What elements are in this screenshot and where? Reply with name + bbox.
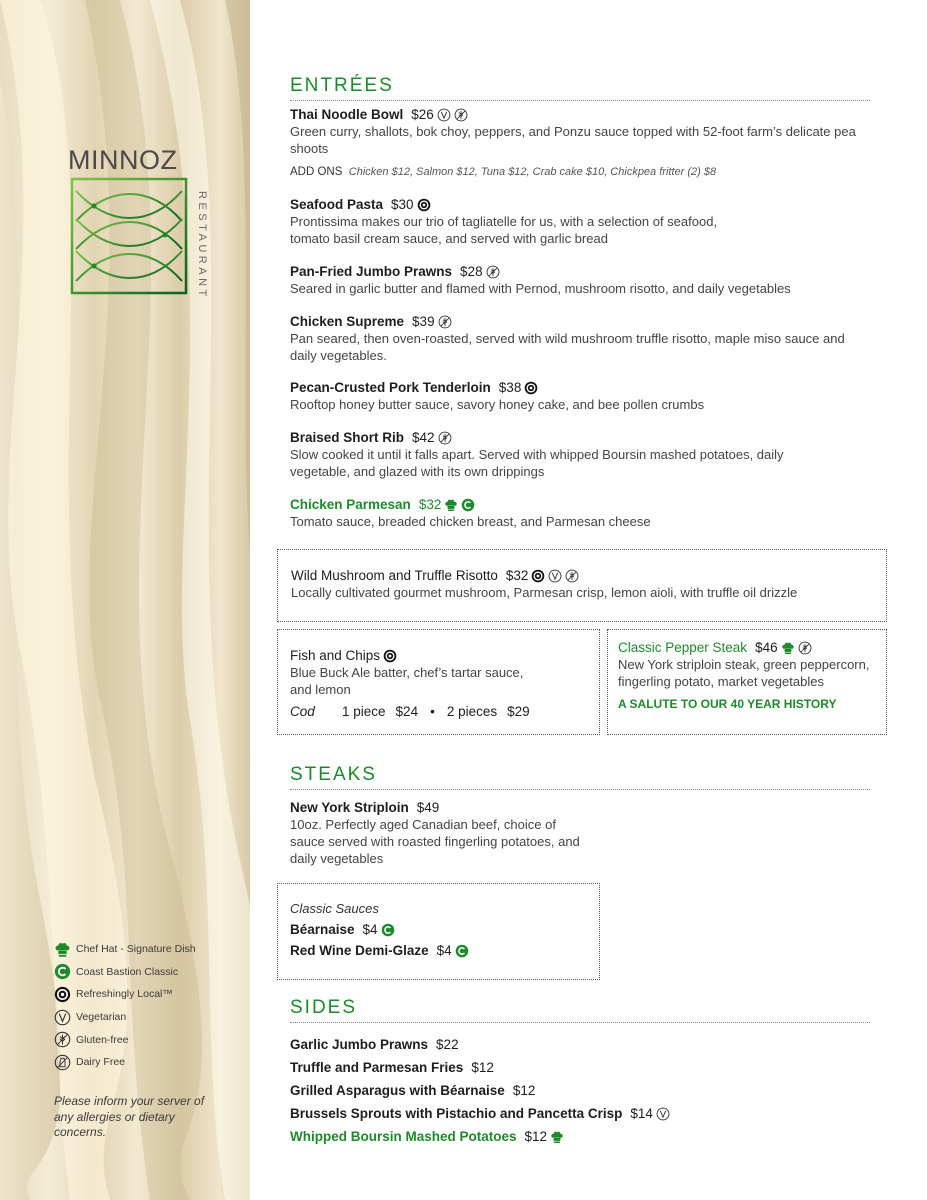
gluten-free-icon: [486, 265, 500, 279]
item-price: $38: [498, 380, 522, 395]
legend-label: Gluten-free: [76, 1033, 129, 1046]
item-name: Chicken Parmesan: [290, 497, 411, 512]
legend-item: [54, 1006, 244, 1029]
section-title-entrees: ENTRÉES: [290, 75, 870, 101]
item-price: $26: [411, 107, 434, 122]
side-item: [290, 1125, 860, 1148]
sauce-item: [290, 922, 590, 937]
item-description: Locally cultivated gourmet mushroom, Parmesan crisp, lemon aioli, with truffle oil drizzle: [291, 585, 798, 600]
side-price: $12: [524, 1129, 548, 1144]
sides-list: [290, 1033, 860, 1148]
side-item: [290, 1102, 860, 1125]
sauce-item: [290, 943, 590, 958]
sauce-price: $4: [436, 943, 452, 958]
gluten-free-icon: [438, 431, 452, 445]
vegetarian-icon: [54, 1009, 71, 1026]
portion-price: $24: [395, 704, 419, 719]
side-item: [290, 1056, 860, 1079]
sauces-label: Classic Sauces: [290, 901, 379, 916]
gluten-free-icon: [565, 569, 579, 583]
refreshingly-local-icon: [54, 986, 71, 1003]
vegetarian-icon: [548, 569, 562, 583]
side-name: Grilled Asparagus with Béarnaise: [290, 1083, 505, 1098]
restaurant-logo: [68, 145, 218, 305]
menu-item: [290, 497, 860, 530]
item-price: $42: [412, 430, 435, 445]
menu-item: [290, 314, 860, 364]
chef-hat-icon: [54, 941, 71, 958]
separator: •: [430, 704, 435, 719]
portion-price: $29: [507, 704, 530, 719]
item-name: Pan-Fried Jumbo Prawns: [290, 264, 453, 279]
fish-pricing: [290, 704, 590, 719]
legend-item: [54, 1051, 244, 1074]
sauce-price: $4: [362, 922, 378, 937]
section-title-steaks: STEAKS: [290, 764, 870, 790]
menu-item: [290, 107, 860, 157]
sauce-name: Béarnaise: [290, 922, 355, 937]
vegetarian-icon: [656, 1107, 670, 1121]
item-price: $49: [416, 800, 440, 815]
portion-option: 2 pieces: [446, 704, 498, 719]
item-price: $28: [460, 264, 483, 279]
legend-item: [54, 961, 244, 984]
item-name: Wild Mushroom and Truffle Risotto: [291, 568, 498, 583]
legend-item: [54, 938, 244, 961]
legend-label: Chef Hat - Signature Dish: [76, 943, 196, 956]
side-name: Whipped Boursin Mashed Potatoes: [290, 1129, 517, 1144]
item-description: Seared in garlic butter and flamed with Pernod, mushroom risotto, and daily vegetables: [290, 281, 791, 296]
menu-item: [290, 197, 860, 247]
featured-box-fish: [277, 629, 600, 735]
side-price: $12: [471, 1060, 494, 1075]
legend-label: Dairy Free: [76, 1056, 126, 1069]
allergy-note: Please inform your server of any allergies or dietary concerns.: [54, 1094, 205, 1139]
coast-bastion-icon: [461, 498, 475, 512]
menu-item: [290, 380, 860, 413]
gluten-free-icon: [454, 108, 468, 122]
item-description: Prontissima makes our trio of tagliatelle for us, with a selection of seafood, tomato basil cream sauce, and served with garlic bread: [290, 214, 718, 246]
item-name: Braised Short Rib: [290, 430, 405, 445]
featured-box-risotto: [277, 549, 887, 622]
item-name: Pecan-Crusted Pork Tenderloin: [290, 380, 491, 395]
featured-box-pepper-steak: [607, 629, 887, 735]
coast-bastion-icon: [54, 963, 71, 980]
legend-label: Coast Bastion Classic: [76, 965, 179, 978]
coast-bastion-icon: [381, 923, 395, 937]
side-name: Brussels Sprouts with Pistachio and Pancetta Crisp: [290, 1106, 623, 1121]
sauces-box: [277, 883, 600, 980]
section-title-sides: SIDES: [290, 997, 870, 1023]
menu-item: [290, 800, 860, 867]
side-price: $22: [436, 1037, 459, 1052]
item-description: Tomato sauce, breaded chicken breast, and Parmesan cheese: [290, 514, 651, 529]
item-name: New York Striploin: [290, 800, 409, 815]
chef-hat-icon: [444, 498, 458, 512]
item-description: Green curry, shallots, bok choy, peppers, and Ponzu sauce topped with 52-foot farm’s delicate pea shoots: [290, 124, 856, 156]
chef-hat-icon: [550, 1130, 564, 1144]
refreshingly-local-icon: [417, 198, 431, 212]
item-description: Rooftop honey butter sauce, savory honey cake, and bee pollen crumbs: [290, 397, 705, 412]
refreshingly-local-icon: [524, 381, 538, 395]
logo-subtitle: RESTAURANT: [196, 191, 208, 300]
refreshingly-local-icon: [531, 569, 545, 583]
gluten-free-icon: [54, 1031, 71, 1048]
sauce-name: Red Wine Demi-Glaze: [290, 943, 429, 958]
side-name: Truffle and Parmesan Fries: [290, 1060, 464, 1075]
item-price: $39: [412, 314, 435, 329]
fish-type: Cod: [290, 704, 315, 719]
legend-label: Refreshingly Local™: [76, 988, 173, 1001]
portion-option: 1 piece: [342, 704, 386, 719]
item-price: $32: [418, 497, 442, 512]
anniversary-note: A SALUTE TO OUR 40 YEAR HISTORY: [618, 697, 837, 711]
legend-item: [54, 1028, 244, 1051]
item-description: 10oz. Perfectly aged Canadian beef, choice of sauce served with roasted fingerling potatoes, and daily vegetables: [290, 817, 580, 866]
icon-legend: [54, 938, 244, 1074]
gluten-free-icon: [798, 641, 812, 655]
item-name: Thai Noodle Bowl: [290, 107, 404, 122]
side-item: [290, 1033, 860, 1056]
side-item: [290, 1079, 860, 1102]
add-ons: [290, 166, 860, 178]
legend-item: [54, 983, 244, 1006]
item-name: Chicken Supreme: [290, 314, 405, 329]
menu-item: [290, 264, 860, 297]
item-price: $32: [505, 568, 529, 583]
chef-hat-icon: [781, 641, 795, 655]
item-description: Pan seared, then oven-roasted, served with wild mushroom truffle risotto, maple miso sauce and daily vegetables.: [290, 331, 845, 363]
item-description: Blue Buck Ale batter, chef’s tartar sauce, and lemon: [290, 665, 524, 697]
side-price: $14: [630, 1106, 653, 1121]
coast-bastion-icon: [455, 944, 469, 958]
item-description: Slow cooked it until it falls apart. Served with whipped Boursin mashed potatoes, daily vegetable, and glazed with its own drippings: [290, 447, 784, 479]
side-name: Garlic Jumbo Prawns: [290, 1037, 429, 1052]
item-price: $30: [391, 197, 414, 212]
legend-label: Vegetarian: [76, 1011, 127, 1024]
side-price: $12: [512, 1083, 536, 1098]
item-price: $46: [755, 640, 778, 655]
decorative-panel: [0, 0, 250, 1200]
item-description: New York striploin steak, green peppercorn, fingerling potato, market vegetables: [618, 657, 870, 689]
item-name: Classic Pepper Steak: [618, 640, 748, 655]
refreshingly-local-icon: [383, 649, 397, 663]
logo-wordmark: MINNOZ: [68, 145, 178, 175]
vegetarian-icon: [437, 108, 451, 122]
item-name: Seafood Pasta: [290, 197, 384, 212]
gluten-free-icon: [438, 315, 452, 329]
add-ons-list: Chicken $12, Salmon $12, Tuna $12, Crab cake $10, Chickpea fritter (2) $8: [348, 166, 717, 178]
menu-item: [290, 430, 860, 480]
item-name: Fish and Chips: [290, 648, 381, 663]
dairy-free-icon: [54, 1054, 71, 1071]
add-ons-label: ADD ONS: [290, 166, 343, 178]
fish-logo-icon: [70, 177, 188, 295]
